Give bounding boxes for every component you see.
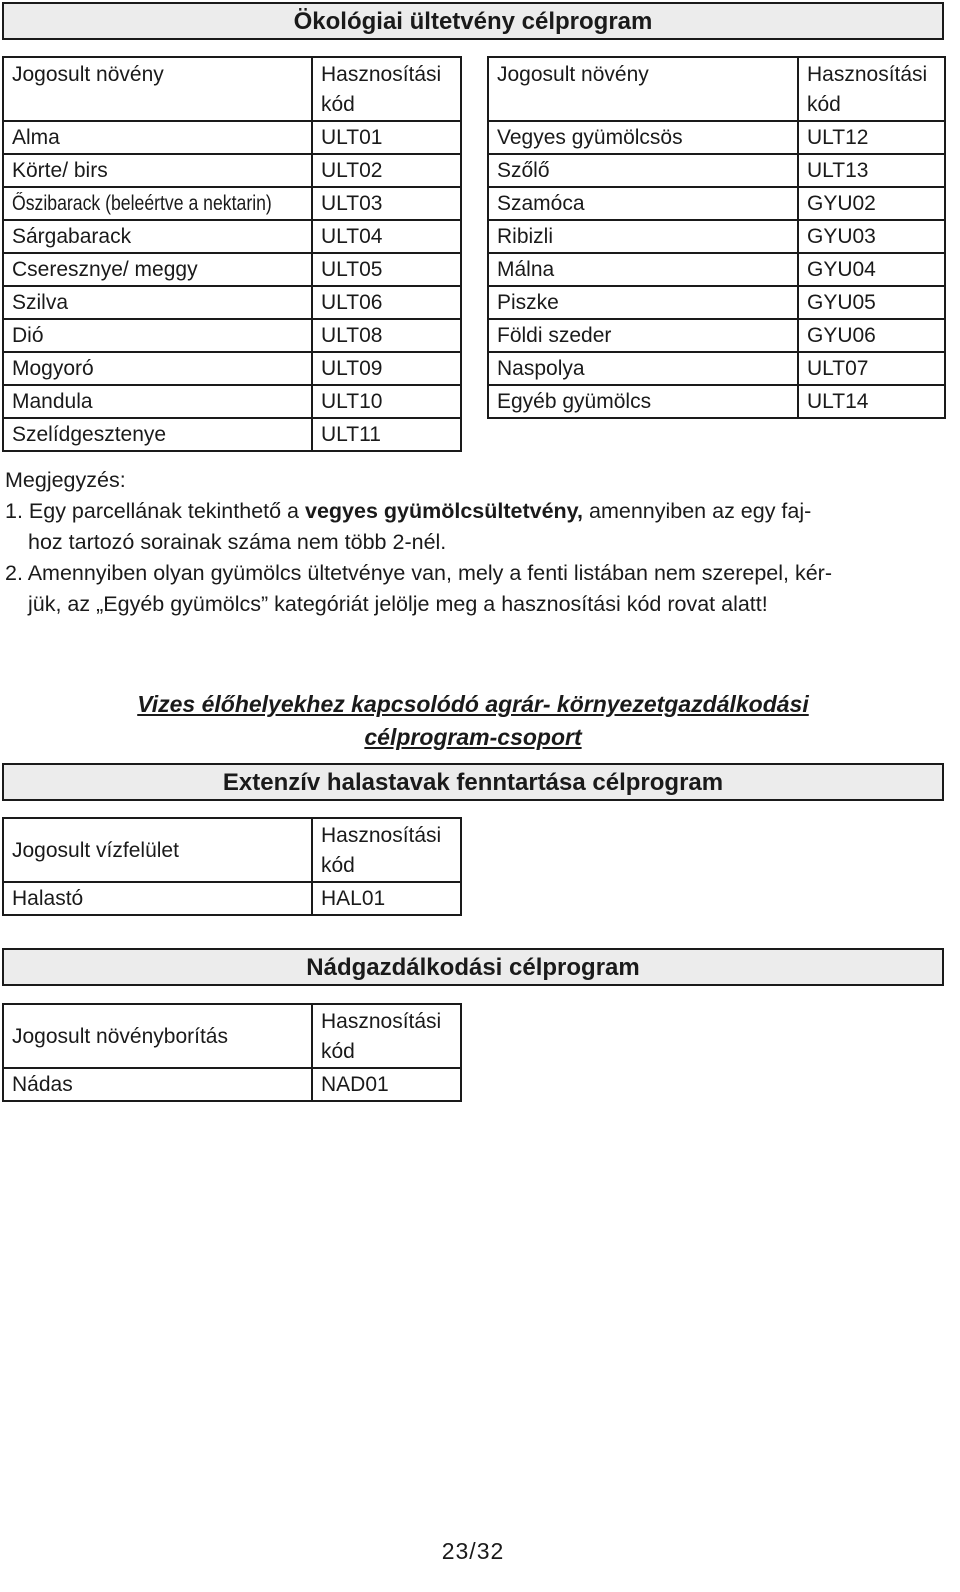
plant-cell: Szőlő — [488, 154, 798, 187]
table-row — [488, 319, 945, 352]
wetland-section-title — [0, 688, 946, 754]
code-cell: ULT01 — [312, 121, 461, 154]
code-cell: ULT06 — [312, 286, 461, 319]
table-row — [488, 220, 945, 253]
table-row — [3, 1068, 461, 1101]
table-row — [3, 121, 461, 154]
table-row — [3, 286, 461, 319]
wetland-title-line-1: Vizes élőhelyekhez kapcsolódó agrár- környezetgazdálkodási — [137, 691, 809, 717]
table-row — [3, 882, 461, 915]
note-1-text-end: amennyiben az egy faj- — [583, 499, 812, 523]
page-number: 23/32 — [441, 1538, 505, 1564]
table-header-row — [488, 57, 945, 121]
code-cell: ULT08 — [312, 319, 461, 352]
plant-cell: Szelídgesztenye — [3, 418, 312, 451]
table-row — [488, 286, 945, 319]
plant-cell: Körte/ birs — [3, 154, 312, 187]
code-cell: GYU05 — [798, 286, 945, 319]
plant-cell: Alma — [3, 121, 312, 154]
fishpond-table — [2, 817, 462, 916]
fishpond-program-title: Extenzív halastavak fenntartása célprogram — [2, 763, 944, 801]
table-row — [3, 187, 461, 220]
wetland-title-line-2: célprogram-csoport — [364, 724, 582, 750]
note-2: 2. Amennyiben olyan gyümölcs ültetvénye van, mely a fenti listában nem szerepel, kér- — [5, 561, 832, 585]
table-row — [488, 352, 945, 385]
code-cell: ULT07 — [798, 352, 945, 385]
table-row — [3, 418, 461, 451]
code-cell: ULT03 — [312, 187, 461, 220]
plant-cell: Cseresznye/ meggy — [3, 253, 312, 286]
plant-cell: Piszke — [488, 286, 798, 319]
table-row — [3, 220, 461, 253]
note-1-text: 1. Egy parcellának tekinthető a — [5, 499, 305, 523]
column-header-code: Hasznosítási kód — [798, 57, 945, 121]
plant-cell: Ribizli — [488, 220, 798, 253]
code-cell: ULT10 — [312, 385, 461, 418]
table-row — [3, 319, 461, 352]
column-header-code: Hasznosítási kód — [312, 1004, 461, 1068]
plant-cell: Dió — [3, 319, 312, 352]
plant-cell: Sárgabarack — [3, 220, 312, 253]
plant-cell-text: Őszibarack (beleértve a nektarin) — [12, 192, 272, 215]
notes-block — [5, 465, 945, 620]
reed-table — [2, 1003, 462, 1102]
column-header-plant: Jogosult növény — [488, 57, 798, 121]
plant-cell: Mandula — [3, 385, 312, 418]
plant-cell: Szilva — [3, 286, 312, 319]
code-cell: ULT04 — [312, 220, 461, 253]
column-header-water-surface: Jogosult vízfelület — [3, 818, 312, 882]
code-cell: GYU02 — [798, 187, 945, 220]
fruit-table-right — [487, 56, 946, 419]
plant-cell: Földi szeder — [488, 319, 798, 352]
plant-cell: Egyéb gyümölcs — [488, 385, 798, 418]
code-cell: GYU04 — [798, 253, 945, 286]
code-cell: HAL01 — [312, 882, 461, 915]
note-2-continued: jük, az „Egyéb gyümölcs” kategóriát jelölje meg a hasznosítási kód rovat alatt! — [28, 592, 768, 616]
water-surface-cell: Halastó — [3, 882, 312, 915]
column-header-code: Hasznosítási kód — [312, 57, 461, 121]
column-header-vegetation-cover: Jogosult növényborítás — [3, 1004, 312, 1068]
code-cell: NAD01 — [312, 1068, 461, 1101]
table-row — [3, 385, 461, 418]
table-row — [3, 253, 461, 286]
plant-cell: Vegyes gyümölcsös — [488, 121, 798, 154]
table-row — [488, 253, 945, 286]
column-header-plant: Jogosult növény — [3, 57, 312, 121]
code-cell: ULT14 — [798, 385, 945, 418]
code-cell: ULT05 — [312, 253, 461, 286]
table-row — [3, 352, 461, 385]
table-header-row — [3, 818, 461, 882]
reed-program-title: Nádgazdálkodási célprogram — [2, 948, 944, 986]
note-1-continued: hoz tartozó sorainak száma nem több 2-nél. — [28, 530, 447, 554]
plant-cell — [3, 187, 312, 220]
plant-cell: Szamóca — [488, 187, 798, 220]
table-row — [488, 121, 945, 154]
plant-cell: Mogyoró — [3, 352, 312, 385]
note-1 — [5, 496, 945, 527]
vegetation-cover-cell: Nádas — [3, 1068, 312, 1101]
fruit-program-title: Ökológiai ültetvény célprogram — [2, 2, 944, 40]
note-1-emphasis: vegyes gyümölcsültetvény, — [305, 499, 584, 523]
code-cell: ULT12 — [798, 121, 945, 154]
code-cell: ULT09 — [312, 352, 461, 385]
fruit-table-left — [2, 56, 462, 452]
table-row — [488, 154, 945, 187]
table-header-row — [3, 57, 461, 121]
plant-cell: Naspolya — [488, 352, 798, 385]
code-cell: ULT11 — [312, 418, 461, 451]
code-cell: ULT13 — [798, 154, 945, 187]
table-row — [488, 187, 945, 220]
code-cell: GYU03 — [798, 220, 945, 253]
code-cell: ULT02 — [312, 154, 461, 187]
plant-cell: Málna — [488, 253, 798, 286]
column-header-code: Hasznosítási kód — [312, 818, 461, 882]
code-cell: GYU06 — [798, 319, 945, 352]
notes-heading: Megjegyzés: — [5, 468, 126, 492]
table-row — [3, 154, 461, 187]
table-header-row — [3, 1004, 461, 1068]
table-row — [488, 385, 945, 418]
